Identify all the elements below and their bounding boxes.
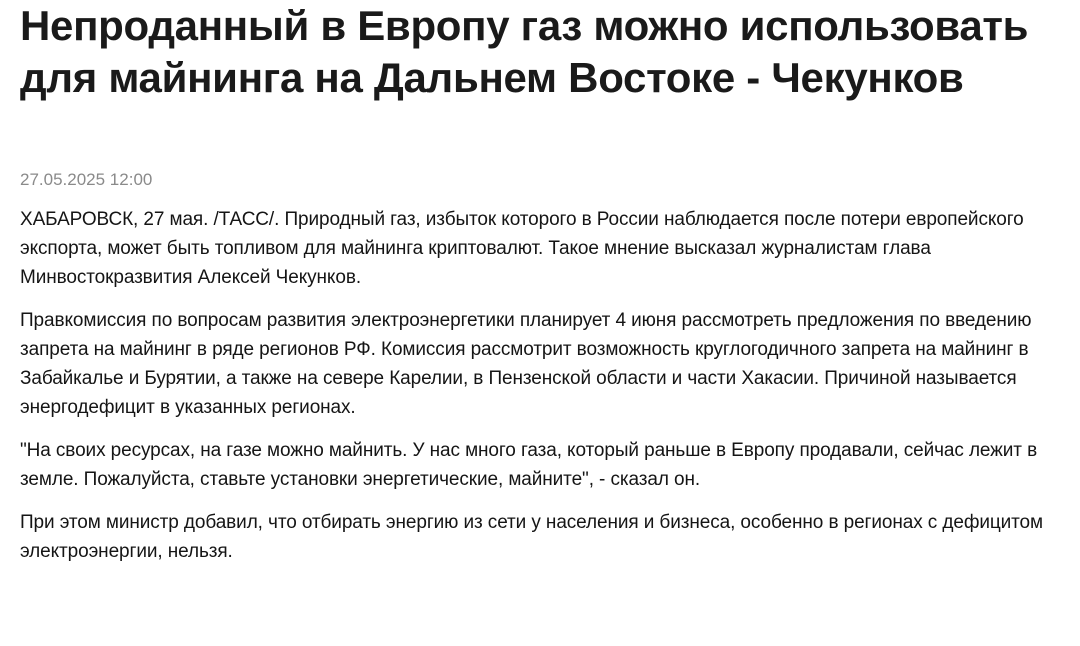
news-article bbox=[20, 0, 1070, 562]
publication-timestamp: 27.05.2025 12:00 bbox=[20, 170, 153, 189]
article-paragraph-quote: "На своих ресурсах, на газе можно майнить. У нас много газа, который раньше в Европу продавали, сейчас лежит в земле. Пожалуйста, ставьте установки энергетические, майните", - сказал он. bbox=[20, 440, 1038, 490]
article-paragraph-conclusion: При этом министр добавил, что отбирать энергию из сети у населения и бизнеса, особенно в регионах с дефицитом электроэнергии, нельзя. bbox=[20, 512, 1043, 562]
article-paragraph-commission: Правкомиссия по вопросам развития электроэнергетики планирует 4 июня рассмотреть предложения по введению запрета на майнинг в ряде регионов РФ. Комиссия рассмотрит возможность круглогодичного запрета на майнинг в Забайкалье и Бурятии, а также на севере Карелии, в Пензенской области и части Хакасии. Причиной называется энергодефицит в указанных регионах. bbox=[20, 310, 1032, 418]
article-body bbox=[20, 205, 1050, 580]
article-headline: Непроданный в Европу газ можно использовать для майнинга на Дальнем Востоке - Чекунков bbox=[20, 2, 1029, 101]
article-paragraph-lead: ХАБАРОВСК, 27 мая. /ТАСС/. Природный газ, избыток которого в России наблюдается после потери европейского экспорта, может быть топливом для майнинга криптовалют. Такое мнение высказал журналистам глава Минвостокразвития Алексей Чекунков. bbox=[20, 209, 1024, 288]
